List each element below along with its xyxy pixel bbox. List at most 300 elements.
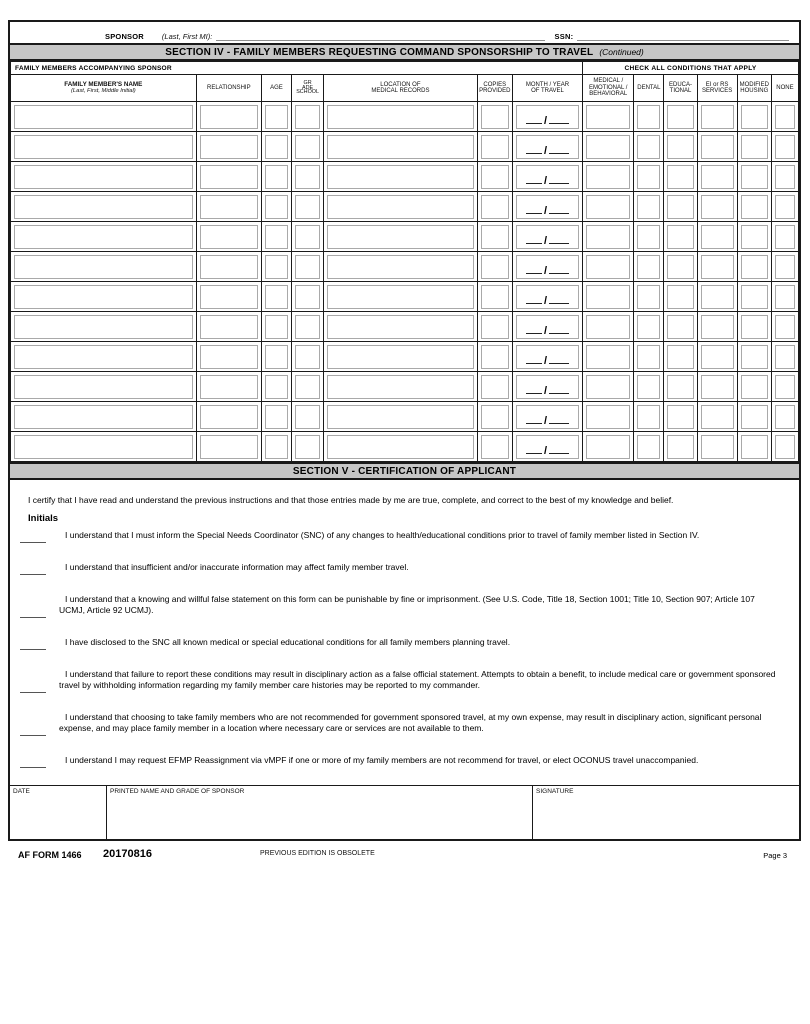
relationship-cell[interactable] [196,102,261,132]
location-cell[interactable] [324,192,478,222]
relationship-field[interactable] [200,105,258,129]
month-year-cell[interactable] [512,372,582,402]
condition-medical-field[interactable] [586,285,630,309]
grade-school-field[interactable] [295,195,320,219]
grade-school-cell[interactable] [292,102,324,132]
condition-ei-rs-field[interactable] [701,285,734,309]
copies-cell[interactable] [477,432,512,462]
condition-medical-cell[interactable] [583,402,634,432]
condition-ei-rs-field[interactable] [701,405,734,429]
condition-educational-field[interactable] [667,105,693,129]
relationship-cell[interactable] [196,402,261,432]
age-field[interactable] [265,315,288,339]
age-field[interactable] [265,285,288,309]
age-field[interactable] [265,165,288,189]
copies-cell[interactable] [477,282,512,312]
location-field[interactable] [327,135,474,159]
copies-field[interactable] [481,105,509,129]
copies-field[interactable] [481,285,509,309]
copies-field[interactable] [481,255,509,279]
condition-medical-field[interactable] [586,315,630,339]
condition-ei-rs-field[interactable] [701,225,734,249]
copies-field[interactable] [481,165,509,189]
relationship-field[interactable] [200,225,258,249]
condition-educational-cell[interactable] [664,372,697,402]
condition-housing-field[interactable] [741,255,768,279]
condition-housing-field[interactable] [741,405,768,429]
name-field[interactable] [14,435,193,459]
grade-school-cell[interactable] [292,312,324,342]
condition-dental-field[interactable] [637,105,660,129]
relationship-cell[interactable] [196,252,261,282]
condition-ei-rs-cell[interactable] [697,432,737,462]
copies-field[interactable] [481,435,509,459]
initials-line[interactable] [20,691,46,693]
condition-medical-cell[interactable] [583,312,634,342]
relationship-cell[interactable] [196,342,261,372]
name-field[interactable] [14,225,193,249]
copies-field[interactable] [481,225,509,249]
location-cell[interactable] [324,432,478,462]
grade-school-cell[interactable] [292,132,324,162]
condition-housing-field[interactable] [741,345,768,369]
condition-medical-cell[interactable] [583,252,634,282]
condition-housing-field[interactable] [741,195,768,219]
location-cell[interactable] [324,132,478,162]
condition-medical-field[interactable] [586,135,630,159]
location-cell[interactable] [324,282,478,312]
relationship-field[interactable] [200,405,258,429]
name-cell[interactable] [11,162,197,192]
copies-field[interactable] [481,195,509,219]
name-cell[interactable] [11,252,197,282]
condition-ei-rs-cell[interactable] [697,312,737,342]
condition-ei-rs-field[interactable] [701,195,734,219]
name-field[interactable] [14,195,193,219]
condition-dental-cell[interactable] [634,192,664,222]
condition-ei-rs-field[interactable] [701,375,734,399]
condition-dental-cell[interactable] [634,282,664,312]
condition-educational-cell[interactable] [664,222,697,252]
relationship-cell[interactable] [196,132,261,162]
grade-school-field[interactable] [295,285,320,309]
condition-educational-field[interactable] [667,255,693,279]
month-year-cell[interactable] [512,162,582,192]
condition-housing-cell[interactable] [737,252,771,282]
condition-none-field[interactable] [775,315,795,339]
condition-dental-cell[interactable] [634,402,664,432]
condition-ei-rs-field[interactable] [701,255,734,279]
condition-ei-rs-field[interactable] [701,135,734,159]
condition-none-cell[interactable] [771,102,798,132]
location-cell[interactable] [324,372,478,402]
condition-dental-cell[interactable] [634,432,664,462]
condition-housing-cell[interactable] [737,312,771,342]
month-year-cell[interactable] [512,282,582,312]
name-cell[interactable] [11,402,197,432]
condition-none-field[interactable] [775,135,795,159]
age-cell[interactable] [261,432,291,462]
location-field[interactable] [327,225,474,249]
condition-educational-cell[interactable] [664,102,697,132]
condition-ei-rs-cell[interactable] [697,222,737,252]
condition-dental-field[interactable] [637,225,660,249]
month-year-field[interactable] [516,255,579,279]
name-cell[interactable] [11,282,197,312]
condition-educational-cell[interactable] [664,252,697,282]
condition-ei-rs-field[interactable] [701,435,734,459]
condition-medical-field[interactable] [586,405,630,429]
signature-field[interactable] [533,786,799,839]
copies-cell[interactable] [477,342,512,372]
location-cell[interactable] [324,342,478,372]
condition-none-field[interactable] [775,165,795,189]
month-year-field[interactable] [516,105,579,129]
condition-housing-field[interactable] [741,105,768,129]
condition-housing-cell[interactable] [737,102,771,132]
condition-ei-rs-cell[interactable] [697,162,737,192]
grade-school-cell[interactable] [292,342,324,372]
month-year-cell[interactable] [512,312,582,342]
condition-dental-field[interactable] [637,405,660,429]
age-cell[interactable] [261,282,291,312]
age-field[interactable] [265,255,288,279]
copies-cell[interactable] [477,402,512,432]
relationship-field[interactable] [200,135,258,159]
grade-school-field[interactable] [295,135,320,159]
relationship-cell[interactable] [196,192,261,222]
age-cell[interactable] [261,162,291,192]
age-field[interactable] [265,345,288,369]
name-cell[interactable] [11,342,197,372]
name-cell[interactable] [11,192,197,222]
condition-housing-field[interactable] [741,375,768,399]
relationship-field[interactable] [200,195,258,219]
condition-dental-field[interactable] [637,135,660,159]
condition-medical-cell[interactable] [583,432,634,462]
grade-school-field[interactable] [295,225,320,249]
relationship-field[interactable] [200,345,258,369]
grade-school-field[interactable] [295,165,320,189]
condition-dental-field[interactable] [637,315,660,339]
initials-line[interactable] [20,541,46,543]
condition-dental-cell[interactable] [634,342,664,372]
date-field[interactable] [10,786,107,839]
month-year-cell[interactable] [512,252,582,282]
grade-school-field[interactable] [295,345,320,369]
condition-medical-field[interactable] [586,375,630,399]
condition-housing-field[interactable] [741,435,768,459]
relationship-cell[interactable] [196,312,261,342]
condition-dental-cell[interactable] [634,312,664,342]
month-year-field[interactable] [516,165,579,189]
location-field[interactable] [327,165,474,189]
condition-housing-cell[interactable] [737,372,771,402]
condition-none-cell[interactable] [771,132,798,162]
age-field[interactable] [265,225,288,249]
condition-dental-field[interactable] [637,435,660,459]
condition-dental-field[interactable] [637,165,660,189]
relationship-field[interactable] [200,375,258,399]
condition-ei-rs-field[interactable] [701,165,734,189]
name-cell[interactable] [11,102,197,132]
age-field[interactable] [265,195,288,219]
condition-educational-field[interactable] [667,435,693,459]
name-cell[interactable] [11,132,197,162]
location-cell[interactable] [324,312,478,342]
month-year-field[interactable] [516,375,579,399]
copies-cell[interactable] [477,132,512,162]
month-year-field[interactable] [516,345,579,369]
name-field[interactable] [14,375,193,399]
condition-educational-field[interactable] [667,315,693,339]
grade-school-field[interactable] [295,405,320,429]
condition-medical-cell[interactable] [583,162,634,192]
condition-none-cell[interactable] [771,432,798,462]
condition-none-cell[interactable] [771,312,798,342]
condition-medical-cell[interactable] [583,102,634,132]
condition-medical-cell[interactable] [583,282,634,312]
month-year-field[interactable] [516,405,579,429]
age-cell[interactable] [261,342,291,372]
relationship-cell[interactable] [196,282,261,312]
condition-none-field[interactable] [775,105,795,129]
condition-medical-cell[interactable] [583,192,634,222]
initials-line[interactable] [20,766,46,768]
grade-school-cell[interactable] [292,192,324,222]
copies-field[interactable] [481,315,509,339]
condition-none-field[interactable] [775,405,795,429]
age-cell[interactable] [261,372,291,402]
copies-cell[interactable] [477,312,512,342]
condition-dental-cell[interactable] [634,252,664,282]
initials-line[interactable] [20,573,46,575]
month-year-cell[interactable] [512,342,582,372]
age-cell[interactable] [261,252,291,282]
condition-educational-field[interactable] [667,405,693,429]
condition-ei-rs-cell[interactable] [697,192,737,222]
condition-educational-cell[interactable] [664,432,697,462]
age-cell[interactable] [261,222,291,252]
name-field[interactable] [14,405,193,429]
age-field[interactable] [265,105,288,129]
copies-field[interactable] [481,345,509,369]
name-field[interactable] [14,135,193,159]
grade-school-field[interactable] [295,255,320,279]
condition-dental-cell[interactable] [634,132,664,162]
copies-field[interactable] [481,375,509,399]
condition-dental-field[interactable] [637,345,660,369]
condition-housing-cell[interactable] [737,432,771,462]
condition-educational-cell[interactable] [664,402,697,432]
condition-none-cell[interactable] [771,162,798,192]
copies-cell[interactable] [477,192,512,222]
month-year-field[interactable] [516,435,579,459]
initials-line[interactable] [20,616,46,618]
condition-housing-cell[interactable] [737,342,771,372]
name-field[interactable] [14,315,193,339]
condition-ei-rs-cell[interactable] [697,132,737,162]
relationship-field[interactable] [200,165,258,189]
name-field[interactable] [14,105,193,129]
grade-school-cell[interactable] [292,162,324,192]
name-field[interactable] [14,285,193,309]
condition-ei-rs-cell[interactable] [697,402,737,432]
condition-educational-field[interactable] [667,135,693,159]
name-field[interactable] [14,345,193,369]
location-field[interactable] [327,255,474,279]
condition-housing-cell[interactable] [737,282,771,312]
condition-none-cell[interactable] [771,252,798,282]
relationship-cell[interactable] [196,222,261,252]
age-field[interactable] [265,405,288,429]
grade-school-cell[interactable] [292,222,324,252]
condition-educational-cell[interactable] [664,342,697,372]
month-year-cell[interactable] [512,402,582,432]
condition-housing-cell[interactable] [737,222,771,252]
location-field[interactable] [327,405,474,429]
condition-medical-field[interactable] [586,195,630,219]
condition-dental-cell[interactable] [634,102,664,132]
sponsor-name-line[interactable] [216,31,544,41]
relationship-field[interactable] [200,315,258,339]
month-year-field[interactable] [516,225,579,249]
age-cell[interactable] [261,132,291,162]
condition-medical-field[interactable] [586,225,630,249]
age-field[interactable] [265,435,288,459]
condition-dental-field[interactable] [637,375,660,399]
location-cell[interactable] [324,402,478,432]
condition-medical-cell[interactable] [583,222,634,252]
location-cell[interactable] [324,102,478,132]
age-cell[interactable] [261,192,291,222]
condition-ei-rs-field[interactable] [701,315,734,339]
condition-educational-cell[interactable] [664,192,697,222]
condition-dental-field[interactable] [637,285,660,309]
condition-housing-field[interactable] [741,225,768,249]
grade-school-field[interactable] [295,435,320,459]
condition-none-cell[interactable] [771,372,798,402]
month-year-cell[interactable] [512,222,582,252]
initials-line[interactable] [20,734,46,736]
relationship-cell[interactable] [196,372,261,402]
copies-field[interactable] [481,135,509,159]
age-field[interactable] [265,135,288,159]
copies-cell[interactable] [477,222,512,252]
condition-medical-field[interactable] [586,345,630,369]
age-cell[interactable] [261,402,291,432]
condition-educational-field[interactable] [667,225,693,249]
name-cell[interactable] [11,372,197,402]
condition-educational-field[interactable] [667,375,693,399]
condition-none-field[interactable] [775,255,795,279]
grade-school-field[interactable] [295,375,320,399]
condition-dental-field[interactable] [637,195,660,219]
location-field[interactable] [327,315,474,339]
condition-housing-cell[interactable] [737,402,771,432]
location-field[interactable] [327,345,474,369]
initials-line[interactable] [20,648,46,650]
condition-dental-cell[interactable] [634,162,664,192]
grade-school-cell[interactable] [292,402,324,432]
printed-name-field[interactable] [107,786,533,839]
condition-ei-rs-cell[interactable] [697,252,737,282]
condition-medical-field[interactable] [586,165,630,189]
condition-none-field[interactable] [775,375,795,399]
condition-ei-rs-cell[interactable] [697,342,737,372]
condition-medical-cell[interactable] [583,372,634,402]
relationship-field[interactable] [200,285,258,309]
condition-medical-field[interactable] [586,435,630,459]
condition-housing-cell[interactable] [737,132,771,162]
condition-none-cell[interactable] [771,402,798,432]
condition-none-field[interactable] [775,285,795,309]
condition-medical-field[interactable] [586,255,630,279]
condition-dental-cell[interactable] [634,222,664,252]
age-field[interactable] [265,375,288,399]
grade-school-field[interactable] [295,105,320,129]
copies-field[interactable] [481,405,509,429]
grade-school-cell[interactable] [292,282,324,312]
condition-housing-field[interactable] [741,285,768,309]
condition-none-field[interactable] [775,225,795,249]
condition-ei-rs-cell[interactable] [697,372,737,402]
copies-cell[interactable] [477,252,512,282]
relationship-cell[interactable] [196,162,261,192]
month-year-cell[interactable] [512,102,582,132]
name-cell[interactable] [11,312,197,342]
ssn-line[interactable] [577,31,789,41]
location-field[interactable] [327,285,474,309]
condition-educational-cell[interactable] [664,132,697,162]
month-year-field[interactable] [516,135,579,159]
name-cell[interactable] [11,432,197,462]
condition-none-field[interactable] [775,435,795,459]
condition-ei-rs-field[interactable] [701,105,734,129]
month-year-field[interactable] [516,285,579,309]
relationship-cell[interactable] [196,432,261,462]
month-year-cell[interactable] [512,132,582,162]
copies-cell[interactable] [477,102,512,132]
relationship-field[interactable] [200,255,258,279]
location-cell[interactable] [324,162,478,192]
condition-none-cell[interactable] [771,222,798,252]
condition-medical-cell[interactable] [583,132,634,162]
condition-medical-field[interactable] [586,105,630,129]
month-year-field[interactable] [516,195,579,219]
condition-dental-field[interactable] [637,255,660,279]
grade-school-cell[interactable] [292,432,324,462]
copies-cell[interactable] [477,162,512,192]
relationship-field[interactable] [200,435,258,459]
grade-school-cell[interactable] [292,372,324,402]
condition-none-field[interactable] [775,345,795,369]
condition-ei-rs-cell[interactable] [697,102,737,132]
age-cell[interactable] [261,312,291,342]
month-year-field[interactable] [516,315,579,339]
condition-educational-field[interactable] [667,345,693,369]
name-cell[interactable] [11,222,197,252]
grade-school-field[interactable] [295,315,320,339]
condition-medical-cell[interactable] [583,342,634,372]
condition-ei-rs-cell[interactable] [697,282,737,312]
name-field[interactable] [14,165,193,189]
condition-educational-field[interactable] [667,165,693,189]
condition-none-field[interactable] [775,195,795,219]
condition-housing-field[interactable] [741,135,768,159]
condition-educational-field[interactable] [667,195,693,219]
condition-none-cell[interactable] [771,342,798,372]
